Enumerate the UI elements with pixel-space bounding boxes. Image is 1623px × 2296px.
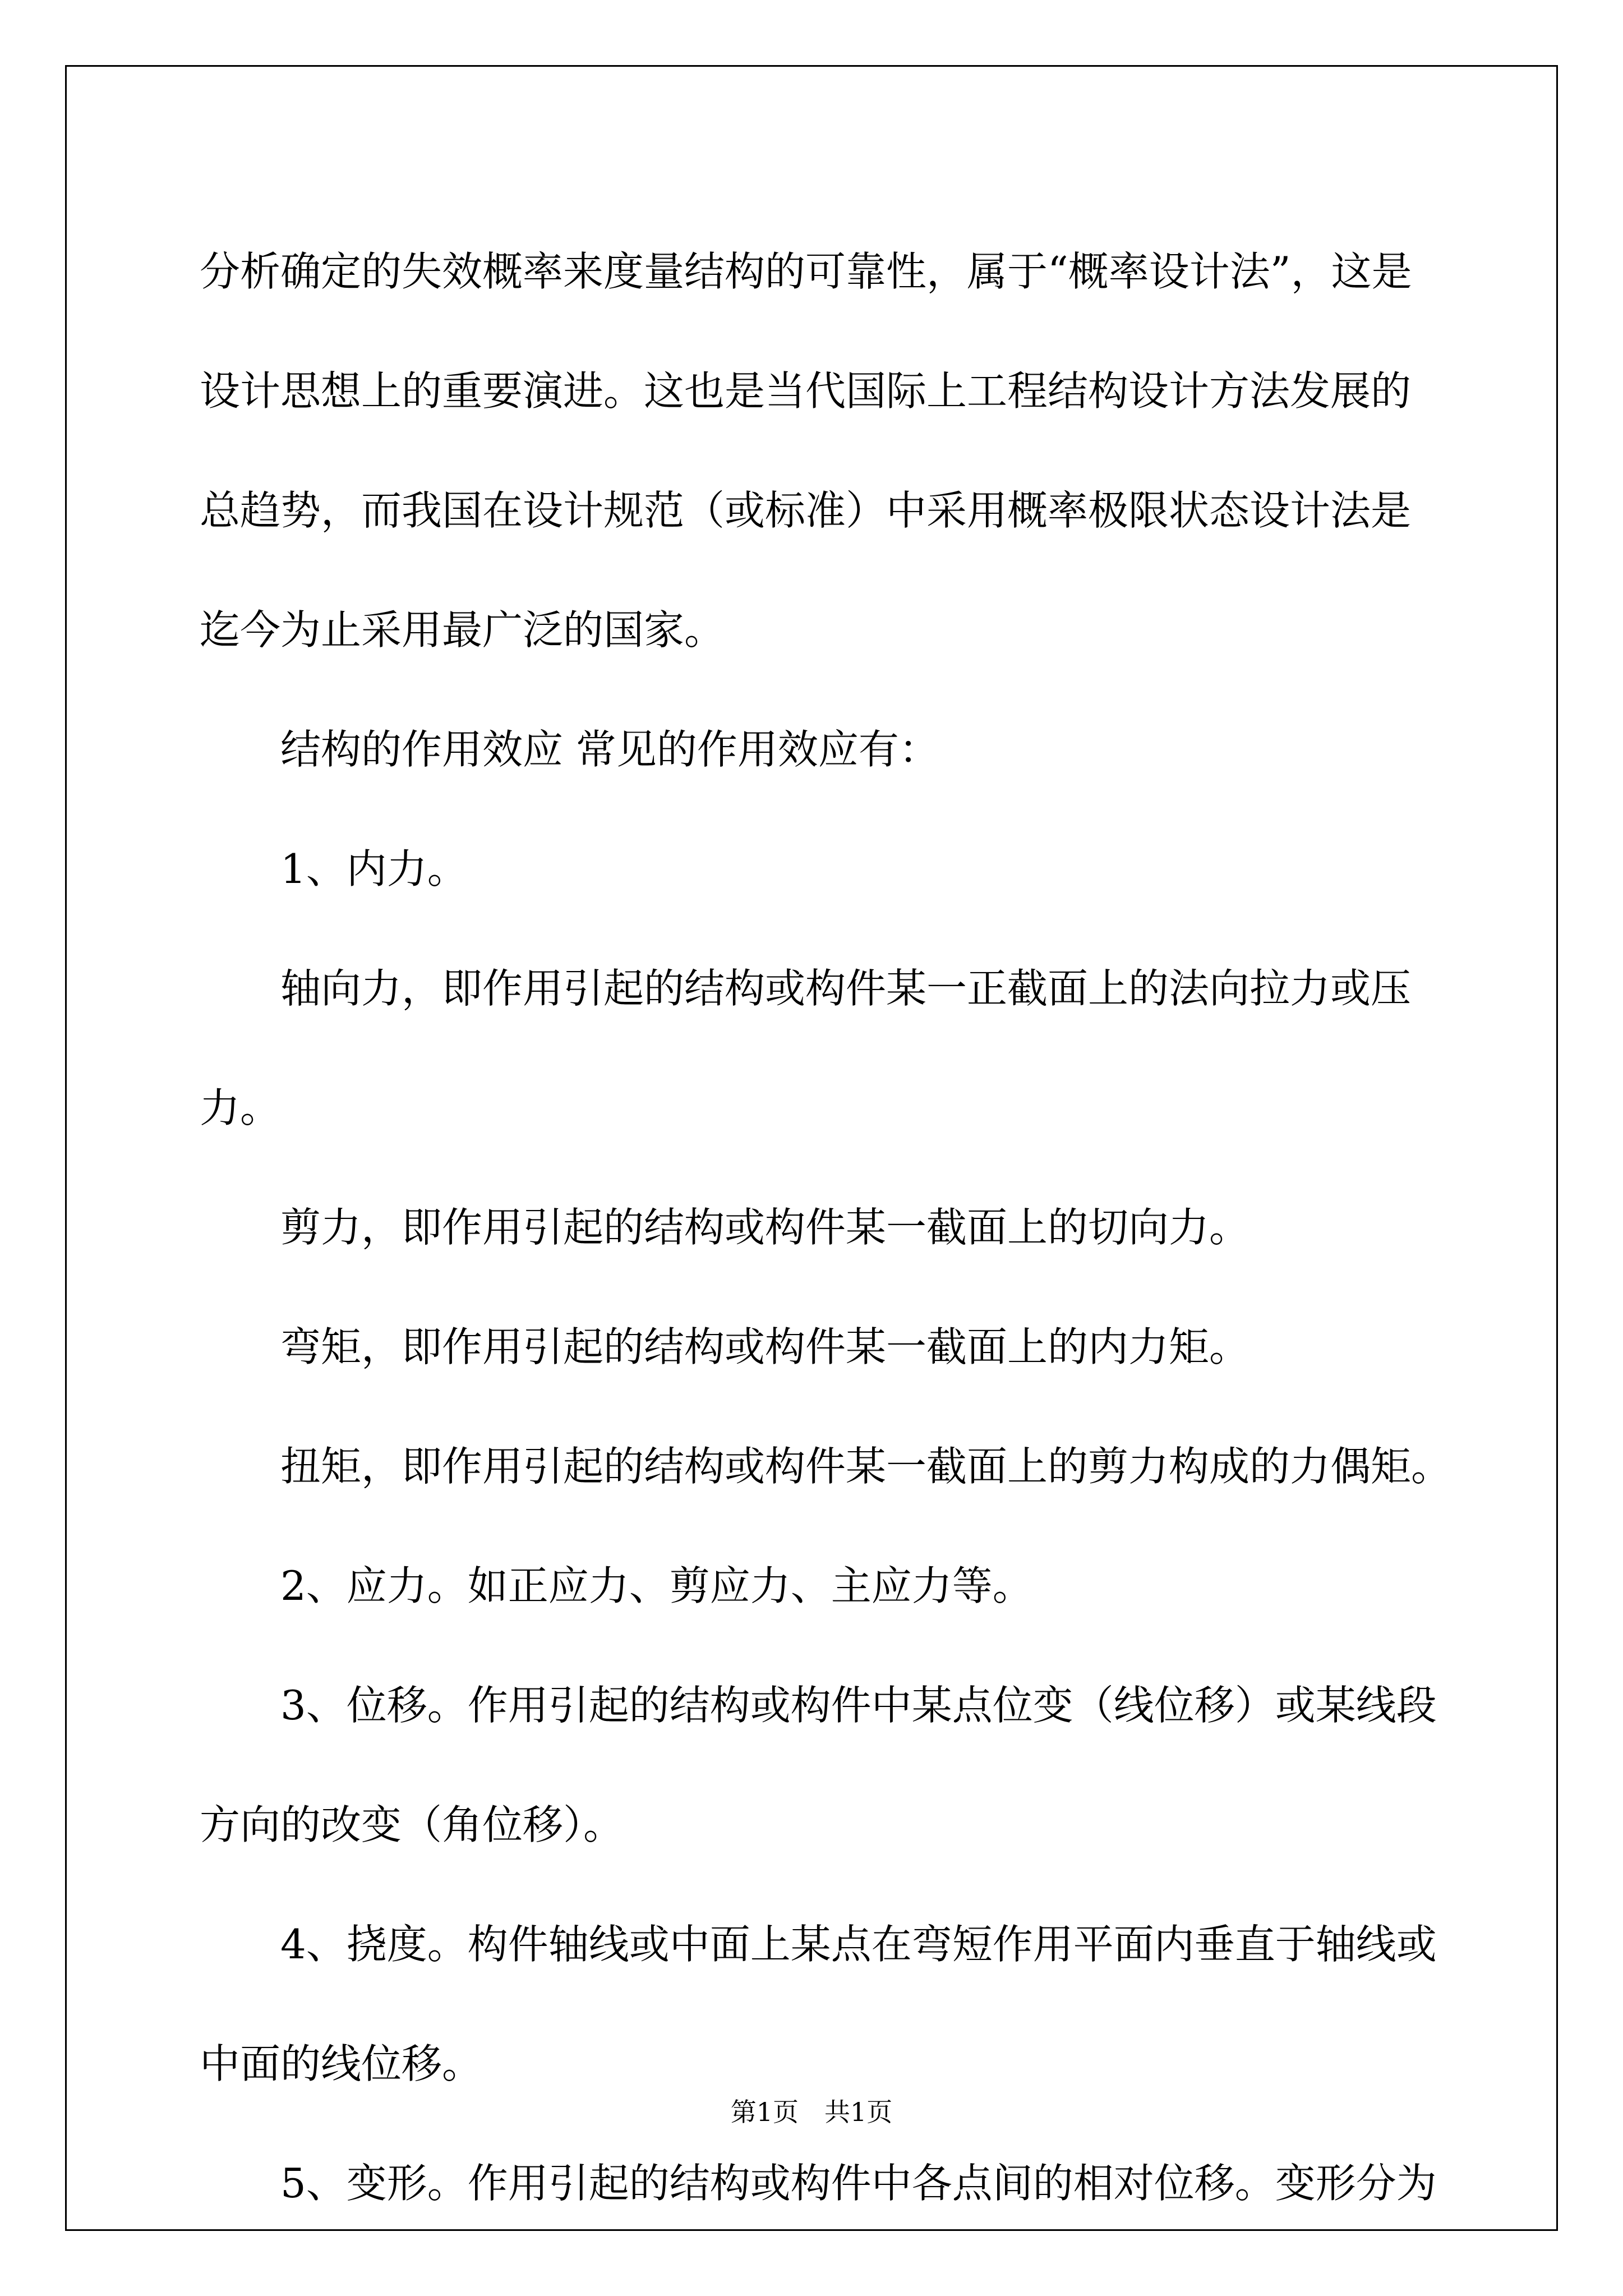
paragraph <box>200 1646 1437 1885</box>
text-line: 方向的改变（角位移）。 <box>200 1801 624 1848</box>
text-line: 2、应力。如正应力、剪应力、主应力等。 <box>280 1562 1033 1609</box>
paragraph <box>200 690 1433 809</box>
paragraph <box>200 1526 1433 1646</box>
text-line: 力。 <box>200 1084 281 1131</box>
paragraph <box>200 1407 1452 1526</box>
text-line: 迄今为止采用最广泛的国家。 <box>200 606 725 654</box>
document-body <box>200 212 1452 2243</box>
text-line: 4、挠度。构件轴线或中面上某点在弯短作用平面内垂直于轴线或 <box>280 1921 1437 1968</box>
text-line: 结构的作用效应 常见的作用效应有： <box>280 726 939 773</box>
text-line: 1、内力。 <box>280 845 468 892</box>
text-line: 分析确定的失效概率来度量结构的可靠性，属于“概率设计法”，这是 <box>200 248 1412 295</box>
text-line: 总趋势，而我国在设计规范（或标准）中采用概率极限状态设计法是 <box>200 487 1412 534</box>
text-line: 扭矩，即作用引起的结构或构件某一截面上的剪力构成的力偶矩。 <box>280 1443 1452 1490</box>
page-number: 第1页 <box>730 2097 799 2127</box>
paragraph <box>200 2124 1437 2243</box>
paragraph <box>200 1287 1433 1407</box>
paragraph <box>200 212 1433 690</box>
text-line: 剪力，即作用引起的结构或构件某一截面上的切向力。 <box>280 1204 1250 1251</box>
page-total: 共1页 <box>824 2097 893 2127</box>
page-footer <box>0 2095 1623 2129</box>
text-line: 中面的线位移。 <box>200 2040 483 2087</box>
text-line: 轴向力，即作用引起的结构或构件某一正截面上的法向拉力或压 <box>280 965 1412 1012</box>
paragraph <box>200 1885 1437 2124</box>
paragraph <box>200 1168 1433 1287</box>
text-line: 弯矩，即作用引起的结构或构件某一截面上的内力矩。 <box>280 1323 1250 1370</box>
paragraph <box>200 809 1433 929</box>
text-line: 3、位移。作用引起的结构或构件中某点位变（线位移）或某线段 <box>280 1682 1437 1729</box>
text-line: 5、变形。作用引起的结构或构件中各点间的相对位移。变形分为 <box>280 2160 1437 2207</box>
paragraph <box>200 929 1433 1168</box>
text-line: 设计思想上的重要演进。这也是当代国际上工程结构设计方法发展的 <box>200 367 1412 415</box>
